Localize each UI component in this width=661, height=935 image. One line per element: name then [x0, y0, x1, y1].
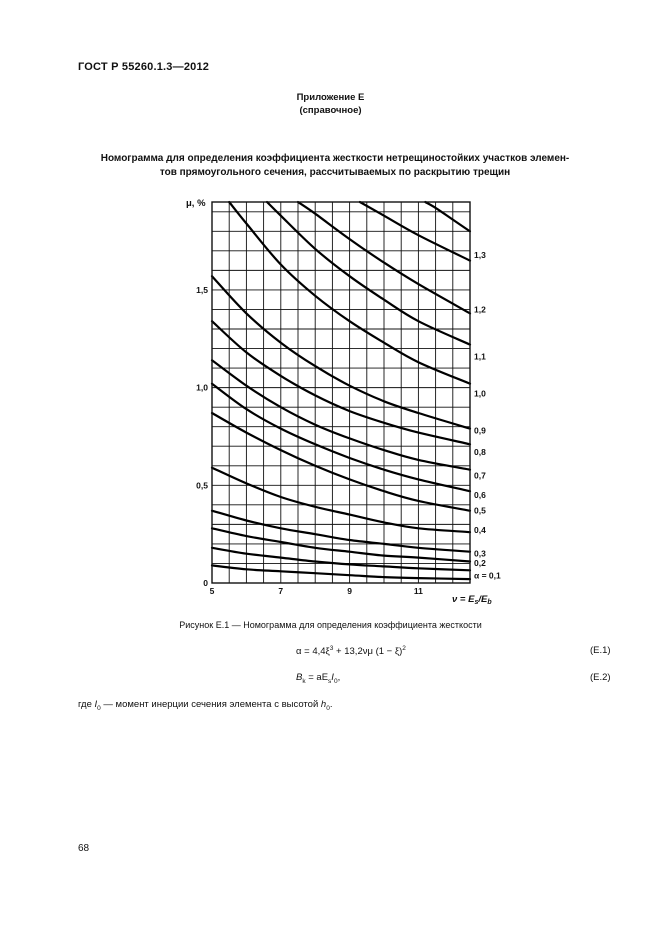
formula-e2: $B_k = aE_sI_0$,: [296, 672, 341, 685]
x-tick-label: 5: [209, 586, 215, 596]
y-tick-label: 0: [203, 578, 208, 588]
y-axis-title: μ, %: [186, 198, 206, 209]
formula-e1: $\alpha = 4,4\xi^3 + 13,2\nu\mu$ $(1 - \xi)^2$: [296, 645, 406, 658]
curve-label-2: 0,2: [474, 557, 486, 568]
section-title-line1: Номограмма для определения коэффициента жесткости нетрещиностойких участков элемен-: [100, 153, 570, 164]
curve-label-6: 0,6: [474, 490, 486, 501]
curve-label-1: α = 0,1: [474, 570, 501, 581]
alpha-curve-9: [212, 321, 470, 444]
y-tick-label: 1,0: [196, 382, 208, 393]
alpha-curve-10: [212, 276, 470, 428]
alpha-curve-12: [267, 202, 470, 345]
alpha-curve-1: [212, 565, 470, 579]
annex-type: (справочное): [299, 105, 362, 116]
nomogram-chart: [180, 190, 520, 610]
curve-label-3: 0,3: [474, 548, 486, 559]
alpha-curve-15: [425, 202, 470, 231]
plot-frame: [212, 202, 470, 583]
chart-grid: [212, 202, 470, 583]
alpha-curve-3: [212, 528, 470, 561]
where-explanation: где $I_0$ — момент инерции сечения элемента с высотой $h_0$.: [78, 699, 333, 712]
curve-label-10: 1,0: [474, 388, 486, 399]
curve-label-13: 1,3: [474, 249, 486, 260]
curve-label-4: 0,4: [474, 525, 486, 536]
curve-label-7: 0,7: [474, 470, 486, 481]
section-title: [70, 152, 600, 180]
section-title-line2: тов прямоугольного сечения, рассчитываемых по раскрытию трещин: [159, 167, 511, 178]
chart-curves: [212, 202, 470, 579]
curve-label-5: 0,5: [474, 505, 486, 516]
alpha-curve-8: [212, 360, 470, 469]
standard-header: ГОСТ Р 55260.1.3—2012: [78, 61, 210, 73]
page-number: 68: [78, 843, 90, 854]
x-tick-label: 7: [278, 586, 284, 596]
x-tick-label: 9: [347, 586, 352, 596]
curve-label-12: 1,2: [474, 304, 486, 315]
x-tick-label: 11: [413, 586, 423, 596]
formula-e1-number: (Е.1): [590, 645, 611, 656]
x-axis-title: $\nu = E_s/E_b$: [452, 594, 492, 606]
curve-label-11: 1,1: [474, 351, 486, 362]
y-tick-label: 0,5: [196, 480, 208, 491]
annex-title: Приложение Е: [296, 92, 365, 103]
figure-caption: Рисунок Е.1 — Номограмма для определения коэффициента жесткости: [179, 620, 482, 630]
alpha-curve-4: [212, 511, 470, 552]
curve-label-9: 0,9: [474, 425, 486, 436]
y-tick-label: 1,5: [196, 284, 208, 295]
curve-label-8: 0,8: [474, 447, 486, 458]
formula-e2-number: (Е.2): [590, 672, 611, 683]
